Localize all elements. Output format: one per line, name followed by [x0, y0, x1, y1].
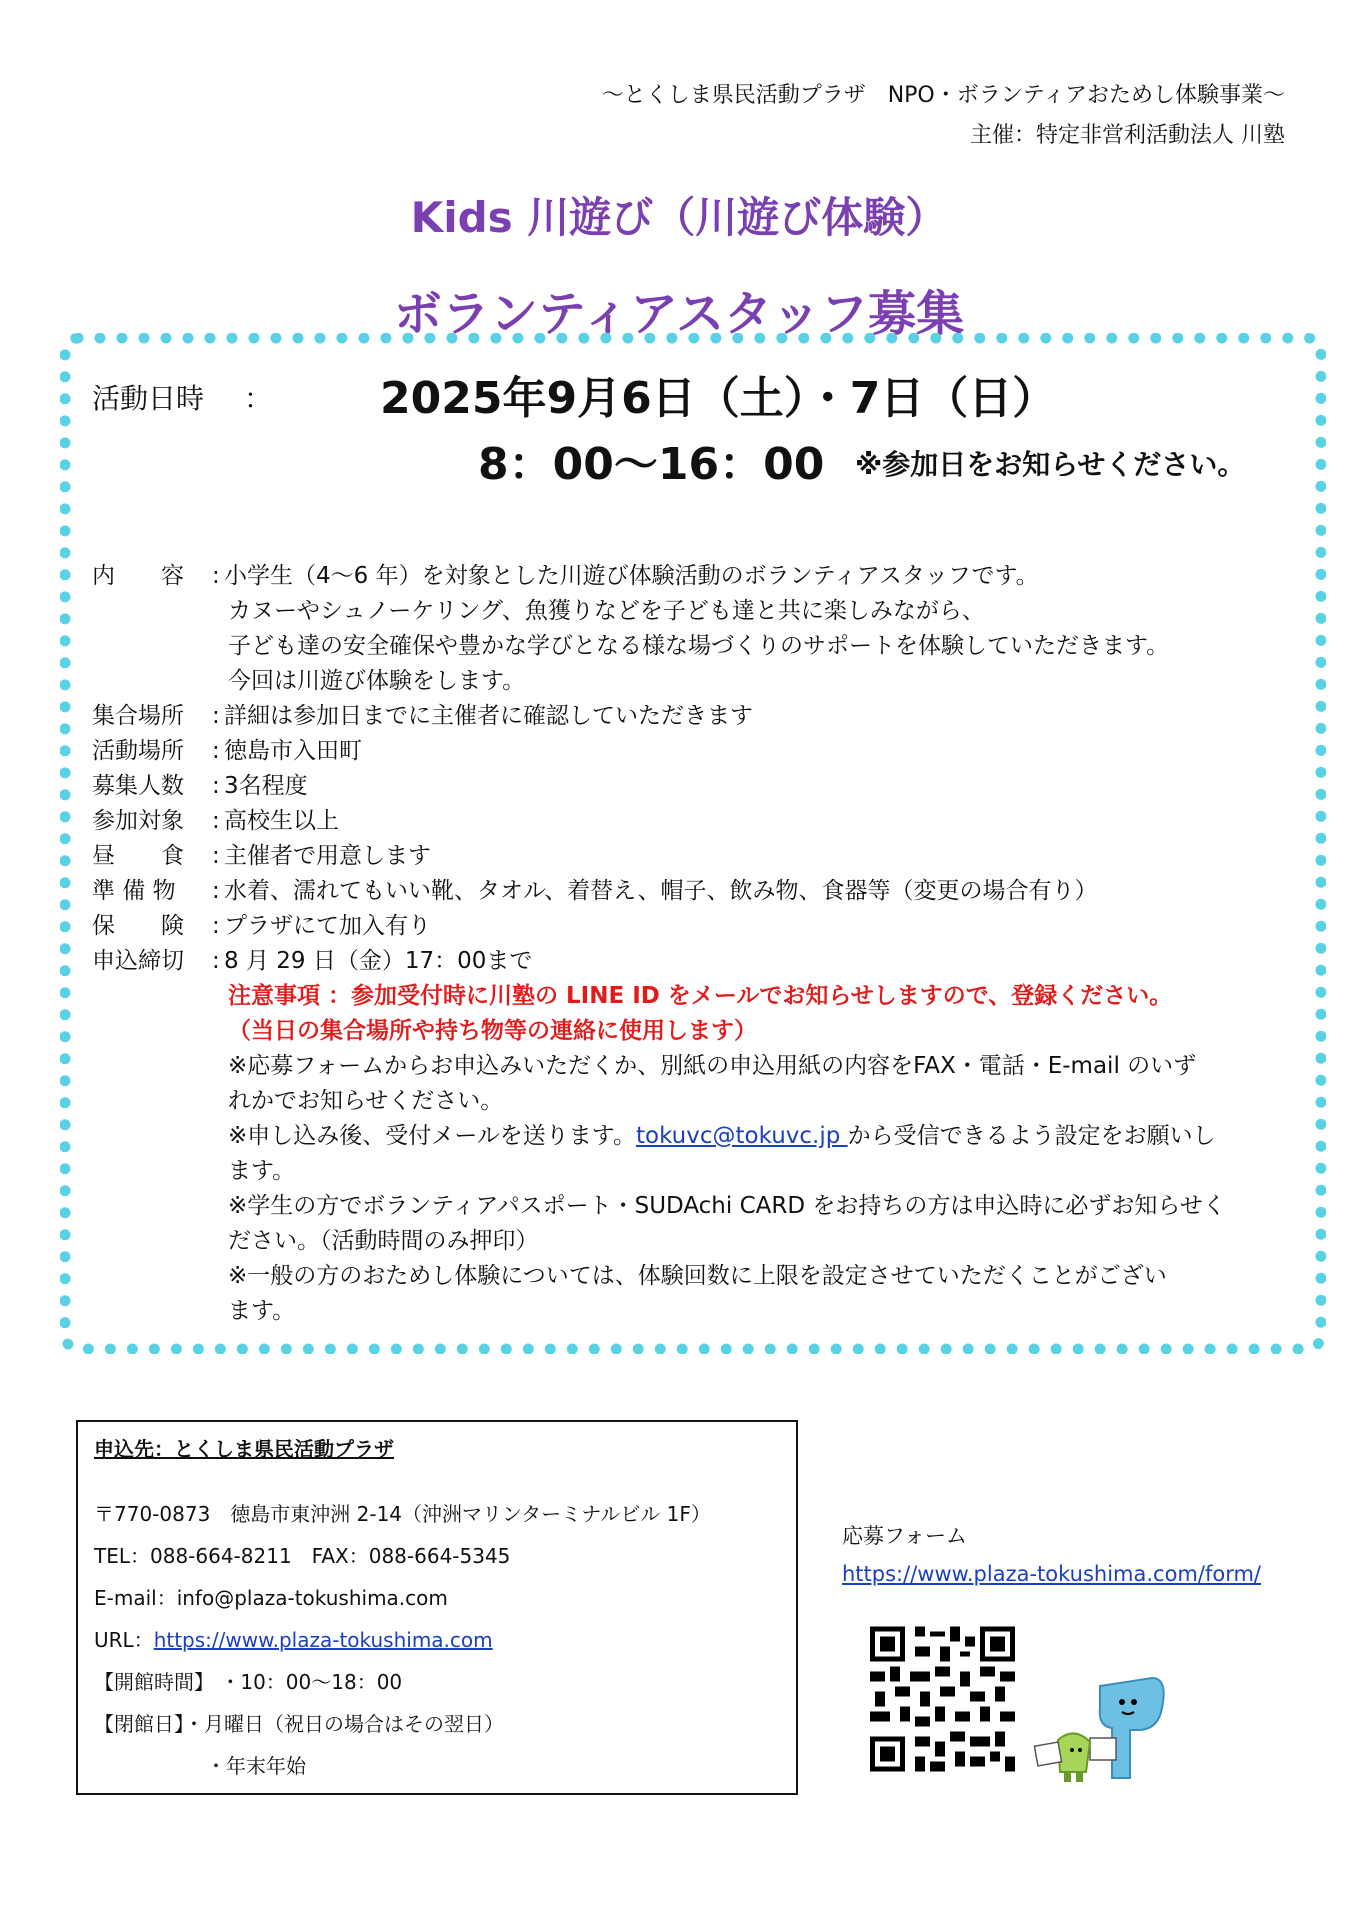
detail-label: 保 険 — [92, 913, 184, 939]
qr-code-icon[interactable] — [870, 1620, 1015, 1778]
event-title: Kids 川遊び（川遊び体験） — [410, 193, 948, 242]
detail-value: 高校生以上 — [224, 808, 339, 834]
mascot-illustration — [1030, 1668, 1170, 1788]
event-date: 2025年9月6日（土）・7日（日） — [380, 373, 1057, 424]
detail-row-content: 内 容 : 小学生（4～6 年）を対象とした川遊び体験活動のボランティアスタッフです。 — [92, 557, 1039, 593]
detail-value: 詳細は参加日までに主催者に確認していただきます — [224, 703, 753, 729]
program-name: ～とくしま県民活動プラザ NPO・ボランティアおためし体験事業～ — [601, 83, 1285, 108]
note-apply: ※応募フォームからお申込みいただくか、別紙の申込用紙の内容をFAX・電話・E-mail のいず — [228, 1053, 1197, 1079]
event-time: 8：00～16：00 — [478, 439, 825, 490]
note-email-cont: ます。 — [228, 1158, 296, 1184]
content-line: 子ども達の安全確保や豊かな学びとなる様な場づくりのサポートを体験していただきます。 — [228, 633, 1170, 659]
note-student: ※学生の方でボランティアパスポート・SUDAchi CARD をお持ちの方は申込時に必ずお知らせく — [228, 1193, 1226, 1219]
contact-hours: 【開館時間】 ・10：00～18：00 — [94, 1670, 403, 1694]
caution-note: 注意事項 ：参加受付時に川塾の LINE ID をメールでお知らせしますので、登録ください。 — [228, 983, 1173, 1009]
detail-value: 8 月 29 日（金）17：00まで — [224, 948, 533, 974]
detail-label: 内 容 — [92, 563, 184, 589]
contact-closed: 【閉館日】・月曜日（祝日の場合はその翌日） — [94, 1712, 504, 1736]
form-url-link[interactable]: https://www.plaza-tokushima.com/form/ — [842, 1562, 1262, 1586]
contact-title: 申込先：とくしま県民活動プラザ — [94, 1437, 394, 1461]
contact-phone: TEL：088-664-8211 FAX：088-664-5345 — [94, 1544, 511, 1568]
contact-url-link[interactable]: https://www.plaza-tokushima.com — [153, 1628, 493, 1652]
detail-row-deadline: 申込締切 : 8 月 29 日（金）17：00まで — [92, 942, 532, 978]
detail-value: プラザにて加入有り — [224, 913, 431, 939]
datetime-note: ※参加日をお知らせください。 — [855, 448, 1246, 481]
detail-label: 準 備 物 — [92, 878, 176, 904]
contact-email-link[interactable]: tokuvc@tokuvc.jp — [635, 1123, 848, 1149]
note-limit-cont: ます。 — [228, 1298, 296, 1324]
detail-label: 申込締切 — [92, 948, 184, 974]
detail-label: 活動場所 — [92, 738, 184, 764]
note-limit: ※一般の方のおためし体験については、体験回数に上限を設定させていただくことがござい — [228, 1263, 1167, 1289]
contact-url-line: URL：https://www.plaza-tokushima.com — [94, 1628, 493, 1652]
content-line: 今回は川遊び体験をします。 — [228, 668, 526, 694]
detail-value: 徳島市入田町 — [224, 738, 362, 764]
detail-label: 昼 食 — [92, 843, 184, 869]
contact-email: E-mail：info@plaza-tokushima.com — [94, 1586, 448, 1610]
content-line: カヌーやシュノーケリング、魚獲りなどを子ども達と共に楽しみながら、 — [228, 598, 985, 624]
contact-address: 〒770-0873 徳島市東沖洲 2-14（沖洲マリンターミナルビル 1F） — [94, 1502, 711, 1526]
detail-row-lunch: 昼 食 : 主催者で用意します — [92, 837, 431, 873]
datetime-label: 活動日時 — [92, 382, 205, 415]
detail-value: 小学生（4～6 年）を対象とした川遊び体験活動のボランティアスタッフです。 — [224, 563, 1039, 589]
detail-row-capacity: 募集人数 : 3名程度 — [92, 767, 308, 803]
organizer: 主催：特定非営利活動法人 川塾 — [970, 123, 1285, 148]
contact-closed-cont: ・年末年始 — [206, 1754, 306, 1778]
caution-note-sub: （当日の集合場所や持ち物等の連絡に使用します） — [228, 1018, 757, 1044]
detail-label: 参加対象 — [92, 808, 184, 834]
detail-row-items: 準 備 物 : 水着、濡れてもいい靴、タオル、着替え、帽子、飲み物、食器等（変更の場合有り） — [92, 872, 1098, 908]
detail-row-insurance: 保 険 : プラザにて加入有り — [92, 907, 431, 943]
note-email: ※申し込み後、受付メールを送ります。tokuvc@tokuvc.jp から受信できるよう設定をお願いし — [228, 1123, 1216, 1149]
form-label: 応募フォーム — [842, 1524, 967, 1548]
detail-value: 3名程度 — [224, 773, 308, 799]
datetime-colon: ： — [244, 382, 273, 415]
detail-row-eligibility: 参加対象 : 高校生以上 — [92, 802, 339, 838]
detail-label: 募集人数 — [92, 773, 184, 799]
detail-label: 集合場所 — [92, 703, 184, 729]
recruitment-title: ボランティアスタッフ募集 — [393, 286, 965, 342]
note-apply-cont: れかでお知らせください。 — [228, 1088, 504, 1114]
detail-row-location: 活動場所 : 徳島市入田町 — [92, 732, 362, 768]
note-student-cont: ださい。（活動時間のみ押印） — [228, 1228, 539, 1254]
detail-row-meeting-place: 集合場所 : 詳細は参加日までに主催者に確認していただきます — [92, 697, 753, 733]
detail-value: 主催者で用意します — [224, 843, 431, 869]
detail-value: 水着、濡れてもいい靴、タオル、着替え、帽子、飲み物、食器等（変更の場合有り） — [224, 878, 1098, 904]
